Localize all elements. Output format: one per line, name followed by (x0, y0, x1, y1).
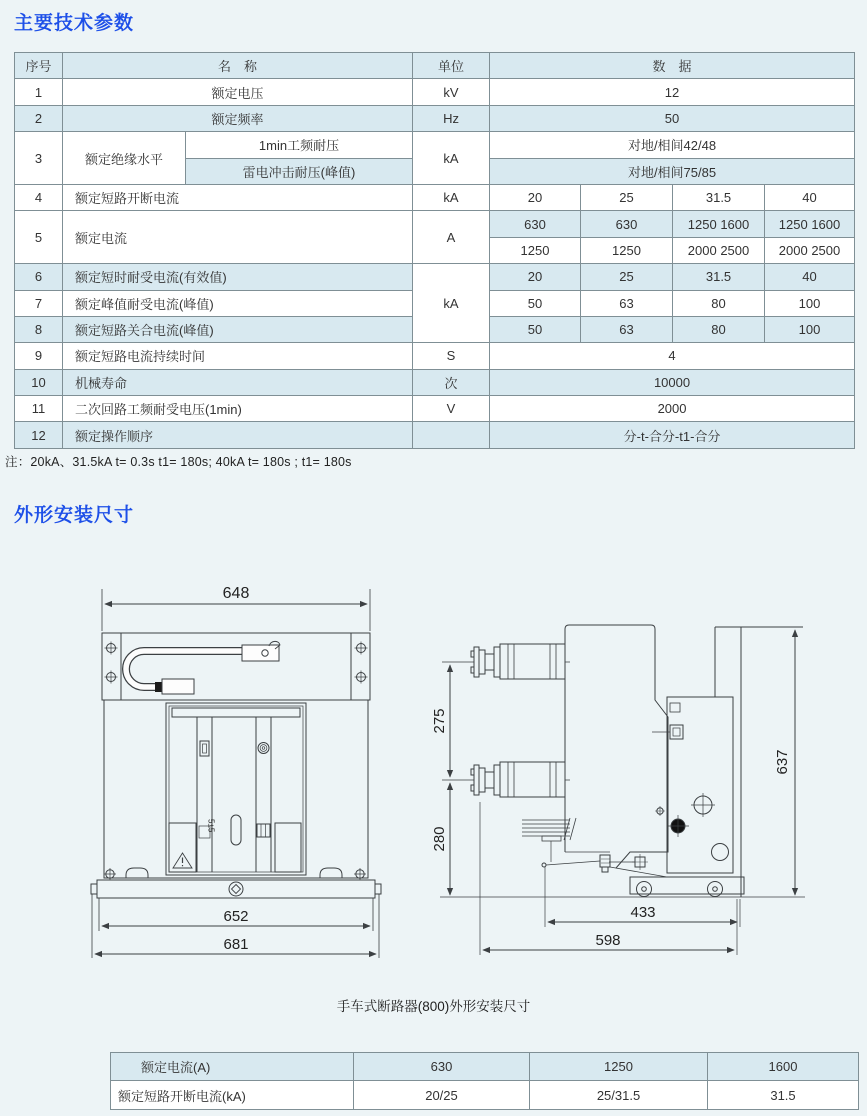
svg-text:5±5: 5±5 (206, 819, 216, 833)
cell-data: 2000 2500 (765, 237, 855, 263)
center-slot (231, 815, 241, 845)
cell-no: 2 (15, 105, 63, 131)
dim-681-label: 681 (223, 936, 249, 953)
side-view-drawing (430, 556, 867, 980)
cell-data: 31.5 (673, 264, 765, 290)
cell-data: 2000 (490, 396, 855, 422)
section-title-main-parameters: 主要技术参数 (14, 13, 135, 34)
dim-652-label: 652 (223, 908, 249, 925)
dim-275-label: 275 (431, 708, 448, 734)
cell-data: 对地/相间42/48 (490, 132, 855, 158)
cell-data: 630 (490, 211, 581, 237)
cell-data: 40 (765, 184, 855, 210)
cell-unit: kA (413, 132, 490, 185)
cell-value: 31.5 (708, 1081, 859, 1109)
cell-data: 4 (490, 343, 855, 369)
cell-data: 25 (581, 264, 673, 290)
cell-data: 40 (765, 264, 855, 290)
table-row (111, 1053, 859, 1081)
cell-unit (413, 422, 490, 448)
cell-unit: kV (413, 79, 490, 105)
cell-data: 63 (581, 316, 673, 342)
cell-no: 9 (15, 343, 63, 369)
cell-no: 12 (15, 422, 63, 448)
cell-data: 20 (490, 264, 581, 290)
cell-data: 50 (490, 290, 581, 316)
dim-637-label: 637 (774, 749, 791, 775)
cell-unit: V (413, 396, 490, 422)
table-row (15, 79, 855, 105)
table-footnote: 注：20kA、31.5kA t= 0.3s t1= 180s; 40kA t= 180s ; t1= 180s (5, 455, 352, 469)
adjust-label (199, 819, 216, 838)
cell-name: 额定短路开断电流 (63, 184, 413, 210)
section-title-dimensions: 外形安装尺寸 (14, 505, 135, 526)
main-parameters-table (14, 52, 855, 449)
table-row (15, 422, 855, 448)
cell-no: 4 (15, 184, 63, 210)
cell-name: 二次回路工频耐受电压(1min) (63, 396, 413, 422)
dim-280-label: 280 (431, 826, 448, 852)
crosshair-hole-icon (691, 793, 715, 817)
dim-648-label: 648 (222, 585, 250, 602)
drawing-caption: 手车式断路器(800)外形安装尺寸 (336, 999, 531, 1014)
table-row (15, 396, 855, 422)
interlock-cable (126, 641, 280, 694)
table-row (111, 1081, 859, 1109)
header-no: 序号 (15, 53, 63, 79)
cell-data: 80 (673, 316, 765, 342)
header-name: 名 称 (63, 53, 413, 79)
table-row (15, 132, 855, 158)
cell-data: 63 (581, 290, 673, 316)
lower-bushing (442, 762, 570, 797)
handle-icon (126, 868, 342, 878)
table-header-row (15, 53, 855, 79)
cell-unit: kA (413, 264, 490, 343)
cell-data: 20 (490, 184, 581, 210)
cell-unit: kA (413, 184, 490, 210)
cell-value: 25/31.5 (530, 1081, 708, 1109)
cell-data: 1250 1600 (765, 211, 855, 237)
cell-value: 1600 (708, 1053, 859, 1081)
cell-unit: Hz (413, 105, 490, 131)
cell-data: 1250 1600 (673, 211, 765, 237)
warning-triangle-icon (173, 853, 192, 868)
cell-data: 50 (490, 316, 581, 342)
dim-598-label: 598 (595, 932, 621, 949)
current-rating-table (110, 1052, 859, 1110)
cell-data: 1250 (581, 237, 673, 263)
round-hole-icon (712, 844, 729, 861)
cell-no: 3 (15, 132, 63, 185)
cell-name: 额定频率 (63, 105, 413, 131)
cell-value: 20/25 (354, 1081, 530, 1109)
cell-name: 额定短路关合电流(峰值) (63, 316, 413, 342)
cell-no: 8 (15, 316, 63, 342)
table-row (15, 369, 855, 395)
table-row (15, 211, 855, 237)
cell-data: 1250 (490, 237, 581, 263)
cell-label: 额定电流(A) (111, 1053, 354, 1081)
black-knob-icon (667, 815, 689, 837)
cell-no: 5 (15, 211, 63, 264)
cell-unit: 次 (413, 369, 490, 395)
cell-name: 额定峰值耐受电流(峰值) (63, 290, 413, 316)
cell-label: 额定短路开断电流(kA) (111, 1081, 354, 1109)
header-unit: 单位 (413, 53, 490, 79)
table-row (15, 105, 855, 131)
diamond-latch-icon (229, 882, 243, 896)
cell-no: 10 (15, 369, 63, 395)
cell-value: 1250 (530, 1053, 708, 1081)
cell-name: 额定操作顺序 (63, 422, 413, 448)
cell-name: 额定电压 (63, 79, 413, 105)
cell-data: 630 (581, 211, 673, 237)
cell-data: 分-t-合分-t1-合分 (490, 422, 855, 448)
upper-bushing (442, 644, 570, 679)
cell-name: 额定短路电流持续时间 (63, 343, 413, 369)
cell-data: 100 (765, 290, 855, 316)
cell-subname: 1min工频耐压 (186, 132, 413, 158)
header-data: 数 据 (490, 53, 855, 79)
cell-unit: A (413, 211, 490, 264)
cell-data: 10000 (490, 369, 855, 395)
cell-name: 额定短时耐受电流(有效值) (63, 264, 413, 290)
cell-no: 11 (15, 396, 63, 422)
cell-data: 12 (490, 79, 855, 105)
cell-data: 100 (765, 316, 855, 342)
cell-name: 机械寿命 (63, 369, 413, 395)
cell-data: 25 (581, 184, 673, 210)
table-row (15, 343, 855, 369)
cell-name: 额定电流 (63, 211, 413, 264)
cell-value: 630 (354, 1053, 530, 1081)
cell-data: 2000 2500 (673, 237, 765, 263)
cell-no: 7 (15, 290, 63, 316)
cell-data: 50 (490, 105, 855, 131)
cell-data: 对地/相间75/85 (490, 158, 855, 184)
spring-lines (522, 818, 576, 862)
dim-433-label: 433 (630, 904, 656, 921)
cell-data: 80 (673, 290, 765, 316)
table-row (15, 264, 855, 290)
cell-no: 6 (15, 264, 63, 290)
cell-name: 额定绝缘水平 (63, 132, 186, 185)
linkage (542, 854, 667, 877)
cell-subname: 雷电冲击耐压(峰值) (186, 158, 413, 184)
table-row (15, 184, 855, 210)
cell-data: 31.5 (673, 184, 765, 210)
cell-unit: S (413, 343, 490, 369)
cell-no: 1 (15, 79, 63, 105)
front-view-drawing (58, 556, 440, 980)
